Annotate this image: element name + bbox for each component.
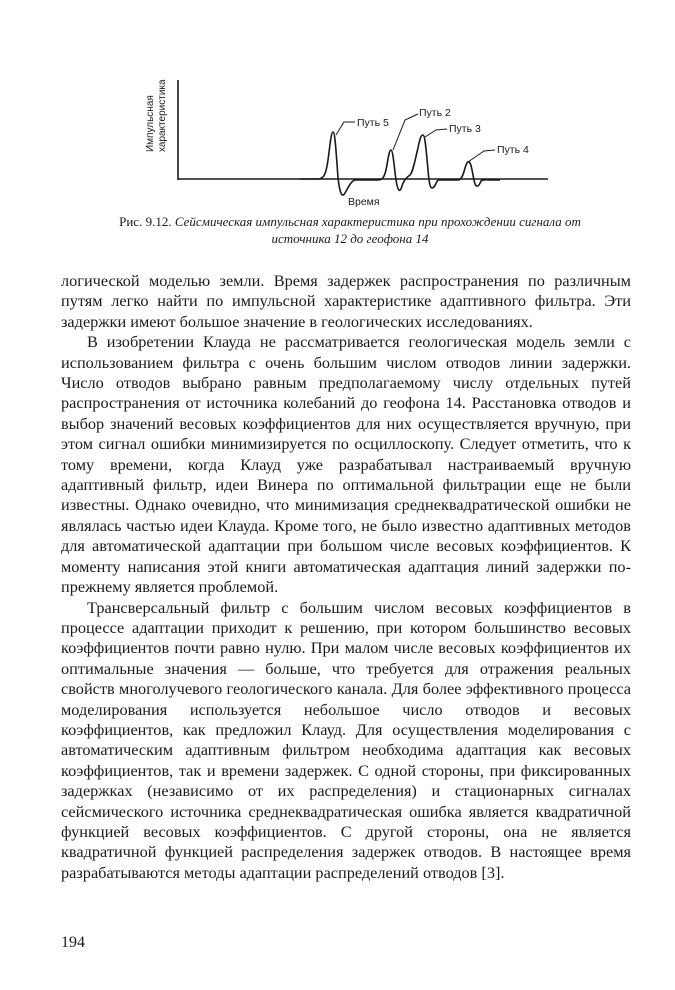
- figure-caption-text: Сейсмическая импульсная характеристика при прохождении сигнала от источника 12 до геофона 14: [174, 214, 581, 246]
- paragraph-3: Трансверсальный фильтр с большим числом весовых коэффициентов в процессе адаптации приходит к решению, при котором большинство весовых коэффициентов почти равно нулю. При малом числе весовых коэффициентов их оптимальные значения — больше, что требуется для отражения реальных свойств многолучевого геологического канала. Для более эффективного процесса моделирования используется небольшое число отводов и весовых коэффициентов, как предложил Клауд. Для осуществления моделирования с автоматическим адаптивным фильтром необходима адаптация как весовых коэффициентов, так и времени задержек. С одной стороны, при фиксированных задержках (независимо от их распределения) и стационарных сигналах сейсмического источника среднеквадратическая ошибка является квадратичной функцией весовых коэффициентов. С другой стороны, она не является квадратичной функцией распределения задержек отводов. В настоящее время разрабатываются методы адаптации распределений отводов [3].: [61, 597, 631, 882]
- page-number: 194: [61, 934, 85, 951]
- impulse-response-curve: [300, 132, 500, 195]
- figure-caption: [100, 213, 600, 247]
- paragraph-2: В изобретении Клауда не рассматривается геологическая модель земли с использованием фильтра с очень большим числом отводов линии задержки. Число отводов выбрано равным предполагаемому числу отдельных путей распространения от источника колебаний до геофона 14. Расстановка отводов и выбор значений весовых коэффициентов для них осуществляется вручную, при этом сигнал ошибки минимизируется по осциллоскопу. Следует отметить, что к тому времени, когда Клауд уже разрабатывал настраиваемый вручную адаптивный фильтр, идеи Винера по оптимальной фильтрации еще не были известны. Однако очевидно, что минимизация среднеквадратической ошибки не являлась частью идеи Клауда. Кроме того, не было известно адаптивных методов для автоматической адаптации при большом числе весовых коэффициентов. К моменту написания этой книги автоматическая адаптация линий задержки по-прежнему является проблемой.: [61, 332, 631, 597]
- figure-caption-label: Рис. 9.12.: [119, 214, 172, 229]
- path4-label: Путь 4: [497, 144, 529, 156]
- path3-label: Путь 3: [449, 123, 481, 135]
- x-axis-label: Время: [348, 196, 380, 208]
- path5-label: Путь 5: [357, 117, 389, 129]
- path3-leader: [425, 129, 447, 137]
- path2-leader: [393, 114, 418, 150]
- y-axis-label-line1: Импульсная: [145, 95, 156, 152]
- path4-leader: [468, 150, 495, 162]
- y-axis-label-line2: характеристика: [157, 79, 168, 152]
- path5-leader: [336, 122, 355, 135]
- paragraph-1: логической моделью земли. Время задержек распространения по различным путям легко найти по импульсной характеристике адаптивного фильтра. Эти задержки имеют большое значение в геологических исследованиях.: [61, 271, 631, 331]
- path2-label: Путь 2: [419, 107, 451, 119]
- body-text: [61, 271, 631, 883]
